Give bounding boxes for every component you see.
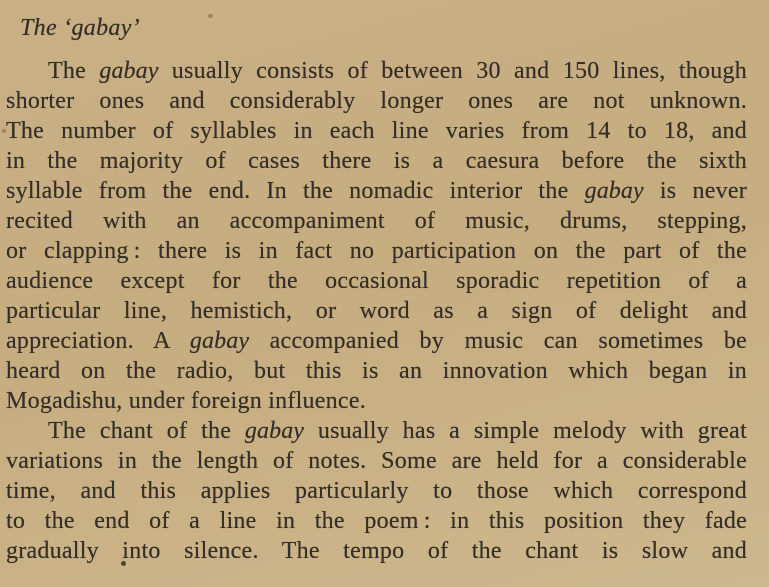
text-line: heard on the radio, but this is an innovation which began in bbox=[6, 358, 747, 384]
text-line: in the majority of cases there is a caesura before the sixth bbox=[6, 148, 747, 174]
text-line: to the end of a line in the poem : in this position they fade bbox=[6, 508, 747, 534]
text-line: The number of syllables in each line varies from 14 to 18, and bbox=[6, 118, 747, 144]
text-line: syllable from the end. In the nomadic interior the gabay is never bbox=[6, 178, 748, 204]
text-line: Mogadishu, under foreign influence. bbox=[6, 388, 366, 414]
text-line: gradually into silence. The tempo of the chant is slow and bbox=[6, 538, 747, 564]
text-line: variations in the length of notes. Some are held for a considerable bbox=[6, 448, 747, 474]
text-line: appreciation. A gabay accompanied by music can sometimes be bbox=[6, 328, 747, 354]
text-line: recited with an accompaniment of music, drums, stepping, bbox=[6, 208, 747, 234]
paragraph-2 bbox=[6, 416, 747, 566]
text-line: particular line, hemistich, or word as a sign of delight and bbox=[6, 298, 747, 324]
text-column bbox=[6, 13, 747, 566]
text-line: shorter ones and considerably longer ones are not unknown. bbox=[6, 88, 747, 114]
section-heading: The ‘gabay’ bbox=[20, 15, 140, 41]
paragraph-1 bbox=[6, 56, 747, 416]
text-line: The gabay usually consists of between 30 and 150 lines, though bbox=[48, 58, 748, 84]
text-line: The chant of the gabay usually has a simple melody with great bbox=[48, 418, 747, 444]
text-line: audience except for the occasional sporadic repetition of a bbox=[6, 268, 747, 294]
text-line: time, and this applies particularly to those which correspond bbox=[6, 478, 747, 504]
text-line: or clapping : there is in fact no participation on the part of the bbox=[6, 238, 747, 264]
